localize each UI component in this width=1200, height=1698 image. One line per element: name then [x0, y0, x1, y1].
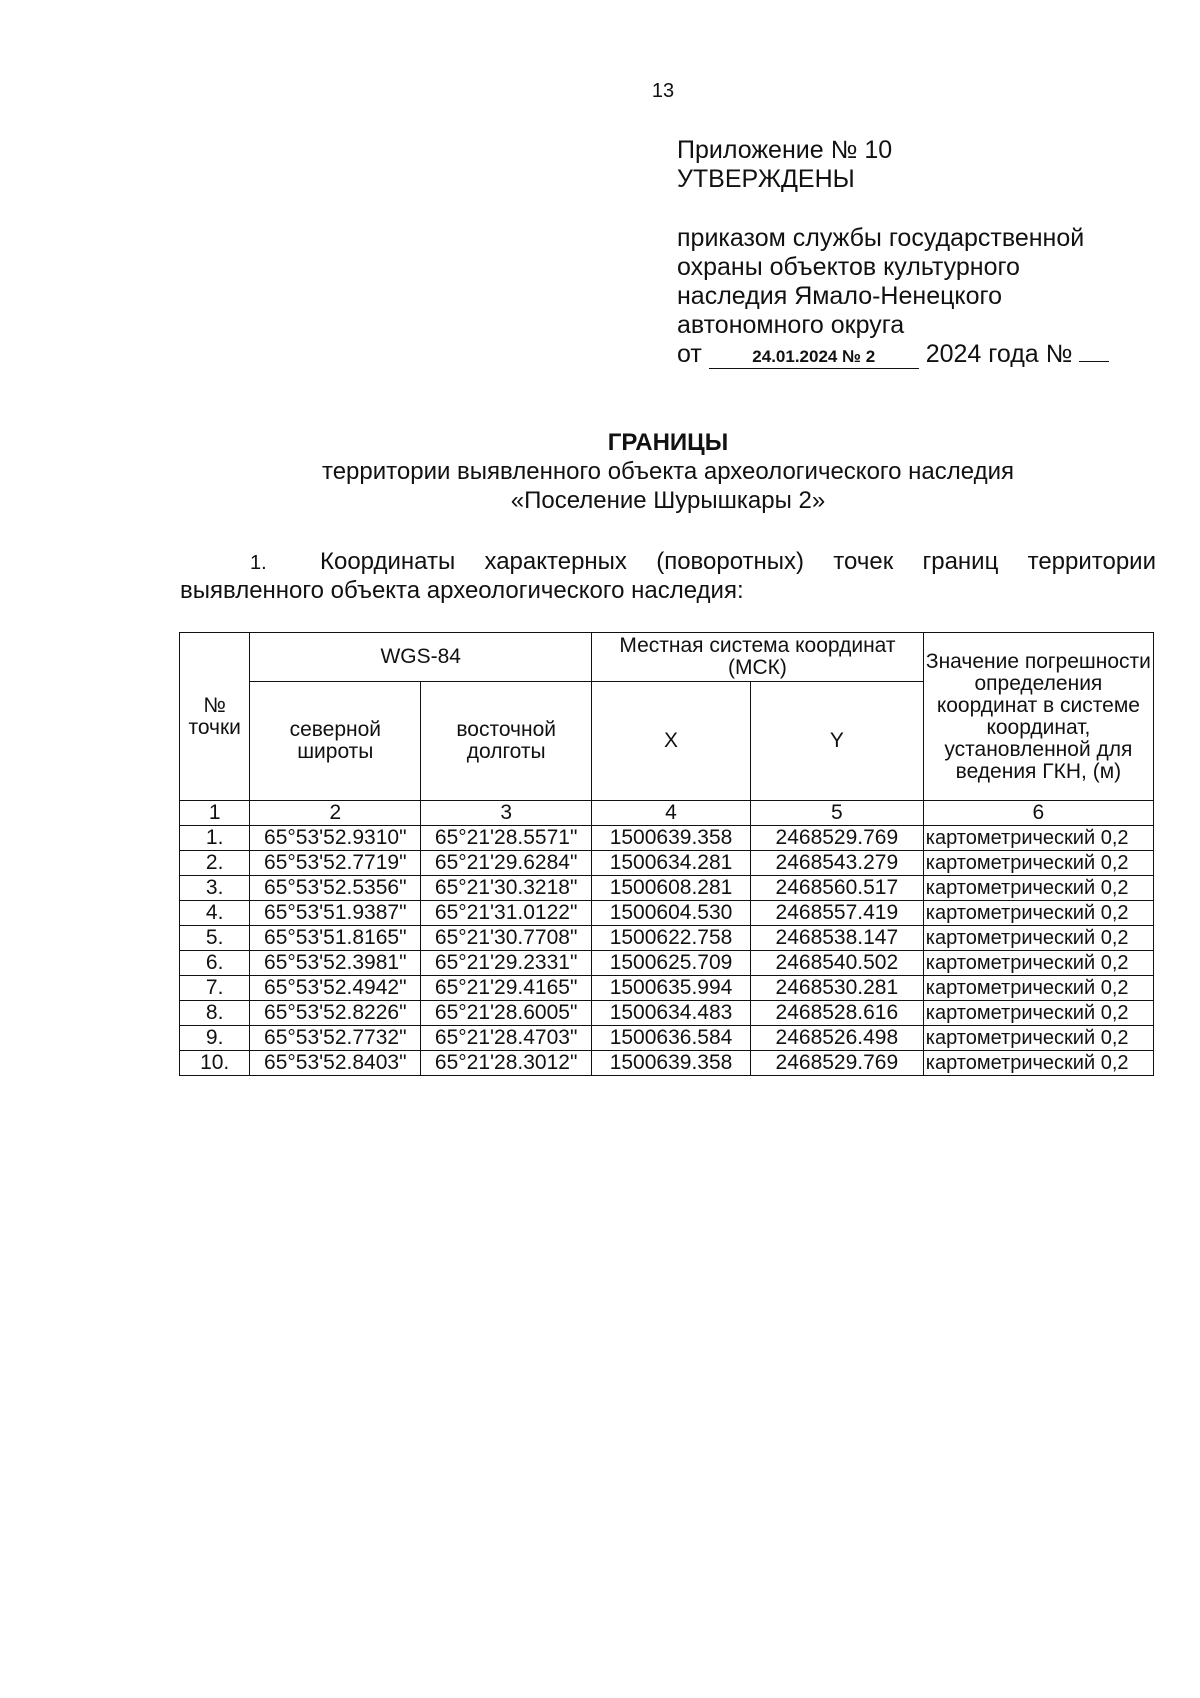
latitude-cell: 65°53'52.3981" [250, 951, 421, 976]
longitude-cell: 65°21'29.6284" [421, 851, 592, 876]
x-cell: 1500625.709 [592, 951, 751, 976]
point-number-cell: 8. [180, 1001, 250, 1026]
table-row [180, 876, 1154, 901]
paragraph-1 [180, 548, 1156, 605]
point-number-cell: 10. [180, 1051, 250, 1076]
order-line: приказом службы государственной [677, 224, 1085, 252]
point-number-cell: 9. [180, 1026, 250, 1051]
column-number-row [180, 801, 1154, 826]
column-number-cell: 2 [250, 801, 421, 826]
table-row [180, 926, 1154, 951]
appendix-label: Приложение № 10 [677, 136, 893, 164]
date-suffix: 2024 года № [925, 340, 1073, 368]
accuracy-cell: картометрический 0,2 [923, 1026, 1153, 1051]
point-number-cell: 6. [180, 951, 250, 976]
y-cell: 2468530.281 [750, 976, 923, 1001]
table-row [180, 976, 1154, 1001]
y-cell: 2468528.616 [750, 1001, 923, 1026]
order-line: охраны объектов культурного [677, 253, 1020, 281]
table-body [180, 826, 1154, 1076]
column-number-cell: 4 [592, 801, 751, 826]
accuracy-cell: картометрический 0,2 [923, 876, 1153, 901]
header-lon: восточной долготы [421, 682, 592, 801]
y-cell: 2468557.419 [750, 901, 923, 926]
y-cell: 2468529.769 [750, 1051, 923, 1076]
accuracy-cell: картометрический 0,2 [923, 901, 1153, 926]
x-cell: 1500634.483 [592, 1001, 751, 1026]
paragraph-number: 1. [250, 552, 267, 574]
longitude-cell: 65°21'28.4703" [421, 1026, 592, 1051]
y-cell: 2468529.769 [750, 826, 923, 851]
number-blank [1079, 341, 1109, 362]
y-cell: 2468543.279 [750, 851, 923, 876]
longitude-cell: 65°21'30.3218" [421, 876, 592, 901]
longitude-cell: 65°21'28.5571" [421, 826, 592, 851]
order-date-line [677, 340, 1137, 369]
table-row [180, 951, 1154, 976]
x-cell: 1500622.758 [592, 926, 751, 951]
header-accuracy: Значение погрешности определения координат в системе координат, установленной для ведения ГКН, (м) [923, 633, 1153, 801]
header-msk: Местная система координат (МСК) [592, 633, 924, 682]
coordinates-table [179, 632, 1154, 1076]
longitude-cell: 65°21'29.2331" [421, 951, 592, 976]
latitude-cell: 65°53'51.8165" [250, 926, 421, 951]
table-row [180, 1001, 1154, 1026]
subtitle-line-2: «Поселение Шурышкары 2» [510, 487, 826, 514]
accuracy-cell: картометрический 0,2 [923, 926, 1153, 951]
point-number-cell: 4. [180, 901, 250, 926]
point-number-cell: 3. [180, 876, 250, 901]
table-row [180, 901, 1154, 926]
latitude-cell: 65°53'52.5356" [250, 876, 421, 901]
x-cell: 1500635.994 [592, 976, 751, 1001]
order-line: наследия Ямало-Ненецкого [677, 282, 1003, 310]
latitude-cell: 65°53'52.7732" [250, 1026, 421, 1051]
x-cell: 1500604.530 [592, 901, 751, 926]
y-cell: 2468560.517 [750, 876, 923, 901]
x-cell: 1500634.281 [592, 851, 751, 876]
paragraph-text: Координаты характерных (поворотных) точек границ территории выявленного объекта археологического наследия: [180, 548, 1156, 604]
accuracy-cell: картометрический 0,2 [923, 976, 1153, 1001]
header-y: Y [750, 682, 923, 801]
latitude-cell: 65°53'51.9387" [250, 901, 421, 926]
longitude-cell: 65°21'31.0122" [421, 901, 592, 926]
latitude-cell: 65°53'52.7719" [250, 851, 421, 876]
point-number-cell: 7. [180, 976, 250, 1001]
approval-block [677, 136, 1137, 369]
page-number: 13 [651, 80, 675, 102]
accuracy-cell: картометрический 0,2 [923, 1051, 1153, 1076]
table-row [180, 826, 1154, 851]
longitude-cell: 65°21'28.6005" [421, 1001, 592, 1026]
subtitle-line-1: территории выявленного объекта археологического наследия [321, 458, 1014, 485]
handwritten-date: 24.01.2024 № 2 [709, 346, 919, 369]
accuracy-cell: картометрический 0,2 [923, 951, 1153, 976]
longitude-cell: 65°21'28.3012" [421, 1051, 592, 1076]
point-number-cell: 5. [180, 926, 250, 951]
header-point-no: № точки [180, 633, 250, 801]
table-row [180, 1051, 1154, 1076]
table-row [180, 1026, 1154, 1051]
y-cell: 2468526.498 [750, 1026, 923, 1051]
latitude-cell: 65°53'52.4942" [250, 976, 421, 1001]
point-number-cell: 2. [180, 851, 250, 876]
x-cell: 1500639.358 [592, 826, 751, 851]
y-cell: 2468538.147 [750, 926, 923, 951]
title-block [180, 428, 1156, 515]
header-x: X [592, 682, 751, 801]
longitude-cell: 65°21'30.7708" [421, 926, 592, 951]
x-cell: 1500639.358 [592, 1051, 751, 1076]
x-cell: 1500608.281 [592, 876, 751, 901]
column-number-cell: 3 [421, 801, 592, 826]
latitude-cell: 65°53'52.8403" [250, 1051, 421, 1076]
header-lat: северной широты [250, 682, 421, 801]
latitude-cell: 65°53'52.8226" [250, 1001, 421, 1026]
accuracy-cell: картометрический 0,2 [923, 851, 1153, 876]
table-row [180, 851, 1154, 876]
order-line: автономного округа [677, 311, 905, 339]
column-number-cell: 6 [923, 801, 1153, 826]
x-cell: 1500636.584 [592, 1026, 751, 1051]
point-number-cell: 1. [180, 826, 250, 851]
column-number-cell: 5 [750, 801, 923, 826]
approved-label: УТВЕРЖДЕНЫ [677, 165, 855, 193]
y-cell: 2468540.502 [750, 951, 923, 976]
latitude-cell: 65°53'52.9310" [250, 826, 421, 851]
header-wgs: WGS-84 [250, 633, 592, 682]
column-number-cell: 1 [180, 801, 250, 826]
longitude-cell: 65°21'29.4165" [421, 976, 592, 1001]
accuracy-cell: картометрический 0,2 [923, 826, 1153, 851]
accuracy-cell: картометрический 0,2 [923, 1001, 1153, 1026]
date-prefix: от [677, 340, 702, 368]
main-title: ГРАНИЦЫ [607, 429, 729, 456]
